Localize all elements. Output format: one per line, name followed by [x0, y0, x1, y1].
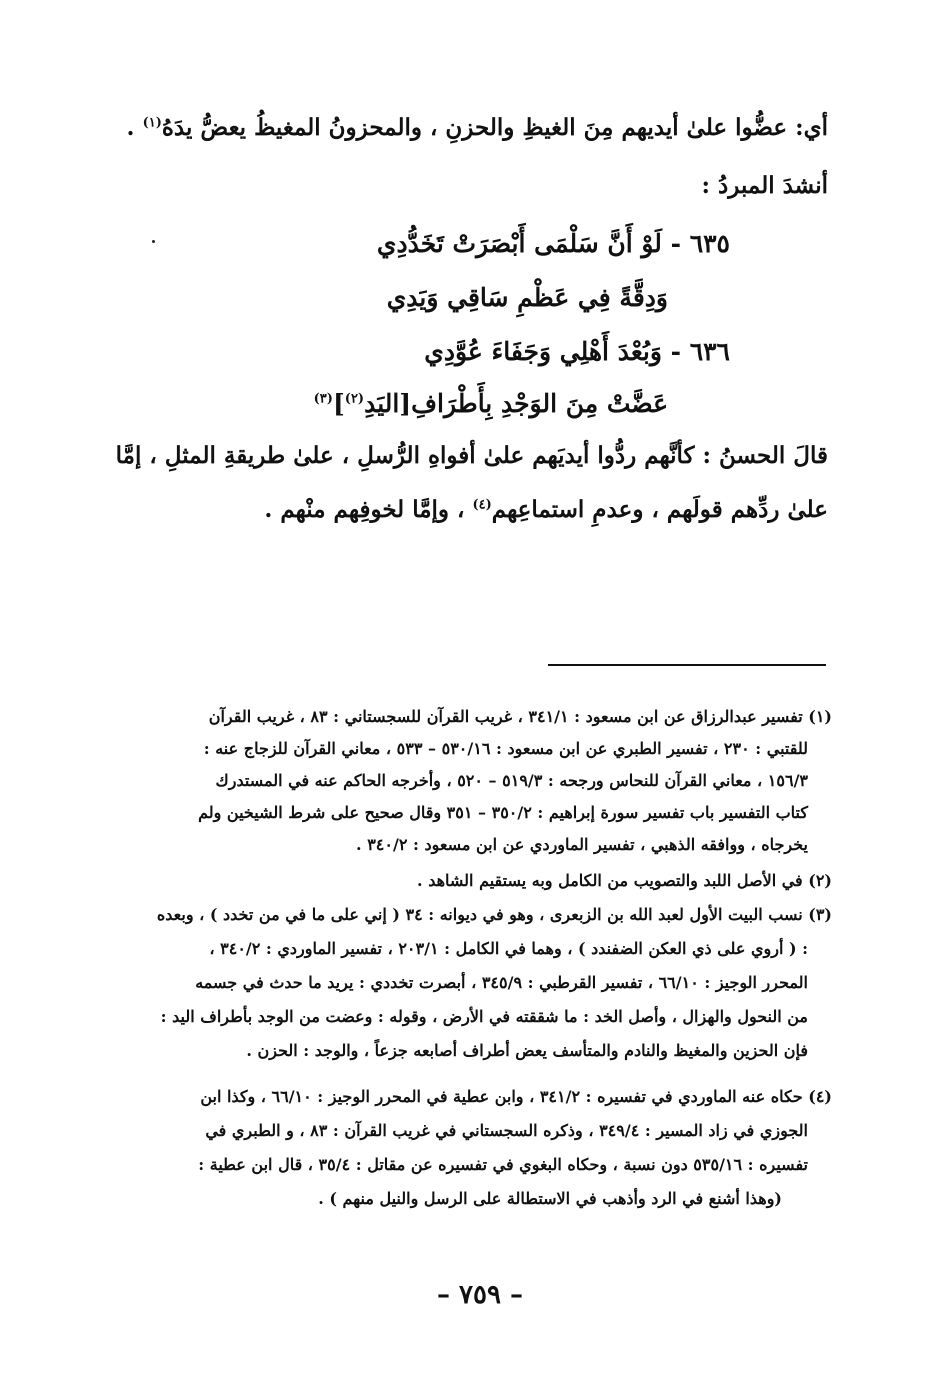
- footnote-ref-3: (٣): [313, 391, 333, 407]
- footnote-4-line-1: (٤) حكاه عنه الماوردي في تفسيره : ٣٤١/٢ ، وابن عطية في المحرر الوجيز : ٦٦/١٠ ، وكذا ابن: [200, 1087, 832, 1106]
- footnote-1-line-5: يخرجاه ، ووافقه الذهبي ، تفسير الماوردي عن ابن مسعود : ٣٤٠/٢ .: [356, 835, 808, 854]
- footnote-1-line-4: كتاب التفسير باب تفسير سورة إبراهيم : ٣٥٠/٢ – ٣٥١ وقال صحيح على شرط الشيخين ولم: [198, 803, 808, 822]
- footnote-3-line-2: : ( أروي على ذي العكن الضفندد ) ، وهما في الكامل : ٢٠٣/١ ، تفسير الماوردي : ٣٤٠/٢ ،: [209, 939, 808, 958]
- verse-636-first-hemistich: ٦٣٦ - وَبُعْدَ أَهْلِي وَجَفَاءَ عُوَّدِي: [424, 337, 730, 366]
- footnote-1-line-3: ١٥٦/٣ ، معاني القرآن للنحاس ورجحه : ٥١٩/٣ – ٥٢٠ ، وأخرجه الحاكم عنه في المستدرك: [215, 771, 808, 790]
- body-line-2: أنشدَ المبردُ :: [701, 172, 828, 199]
- footnote-3-line-1: (٣) نسب البيت الأول لعبد الله بن الزبعرى ، وهو في ديوانه : ٣٤ ( إني على ما في من تخدد ) ، وبعده: [156, 905, 832, 924]
- page-number: – ٧٥٩ –: [436, 1280, 524, 1310]
- verse-bracket-close: ]: [332, 389, 345, 418]
- footnote-4-line-2: الجوزي في زاد المسير : ٣٤٩/٤ ، وذكره السجستاني في غريب القرآن : ٨٣ ، و الطبري في: [205, 1121, 808, 1140]
- footnote-1-line-2: للقتبي : ٢٣٠ ، تفسير الطبري عن ابن مسعود : ٥٣٠/١٦ – ٥٣٣ ، معاني القرآن للزجاج عنه :: [203, 739, 808, 758]
- verse-636-second-hemistich: [314, 382, 668, 426]
- footnote-4-line-4: (وهذا أشنع في الرد وأذهب في الاستطالة على الرسل والنيل منهم ) .: [318, 1189, 782, 1208]
- body-line-3: قالَ الحسنُ : كأنَّهم ردُّوا أيديَهم علىٰ أفواهِ الرُّسلِ ، علىٰ طريقةِ المثلِ ، إمَّا: [115, 442, 828, 469]
- footnote-1-line-1: (١) تفسير عبدالرزاق عن ابن مسعود : ٣٤١/١ ، غريب القرآن للسجستاني : ٨٣ ، غريب القرآن: [208, 707, 832, 726]
- footnote-3-line-3: المحرر الوجيز : ٦٦/١٠ ، تفسير القرطبي : ٣٤٥/٩ ، أبصرت تخددي : يريد ما حدث في جسمه: [195, 973, 808, 992]
- body-line-1: [127, 108, 828, 148]
- footnote-4-line-3: تفسيره : ٥٣٥/١٦ دون نسبة ، وحكاه البغوي في تفسيره عن مقاتل : ٣٥/٤ ، قال ابن عطية :: [198, 1155, 808, 1174]
- footnote-separator: [548, 664, 826, 666]
- body-line-4-text-b: ، وإمَّا لخوفِهم منْهم .: [264, 496, 473, 523]
- scan-speck: [152, 240, 155, 243]
- verse-635-first-hemistich: ٦٣٥ - لَوْ أَنَّ سَلْمَى أَبْصَرَتْ تَخَدُّدِي: [376, 229, 730, 258]
- footnote-2-line-1: (٢) في الأصل اللبد والتصويب من الكامل وبه يستقيم الشاهد .: [417, 871, 832, 890]
- footnote-ref-1: (١): [142, 115, 162, 131]
- body-line-4-text-a: علىٰ ردِّهم قولَهم ، وعدمِ استماعِهم: [491, 496, 828, 523]
- footnote-ref-2: (٢): [344, 391, 365, 407]
- verse-636-second-text: عَضَّتْ مِنَ الوَجْدِ بِأَطْرَافِ[اليَدِ: [364, 389, 668, 418]
- body-line-4: [264, 490, 828, 530]
- body-line-1-end: .: [126, 114, 135, 141]
- footnote-3-line-5: فإن الحزين والمغيظ والنادم والمتأسف يعض أطراف أصابعه جزعاً ، والوجد : الحزن .: [246, 1041, 808, 1060]
- verse-635-second-hemistich: وَدِقَّةً فِي عَظْمِ سَاقِي وَيَدِي: [386, 283, 668, 312]
- body-line-1-text: أي: عضُّوا علىٰ أيديهم مِنَ الغيظِ والحزنِ ، والمحزونُ المغيظُ يعضُّ يدَهُ: [161, 114, 828, 141]
- footnote-3-line-4: من النحول والهزال ، وأصل الخد : ما شققته في الأرض ، وقوله : وعضت من الوجد بأطراف اليد :: [160, 1007, 808, 1026]
- footnote-ref-4: (٤): [472, 497, 492, 513]
